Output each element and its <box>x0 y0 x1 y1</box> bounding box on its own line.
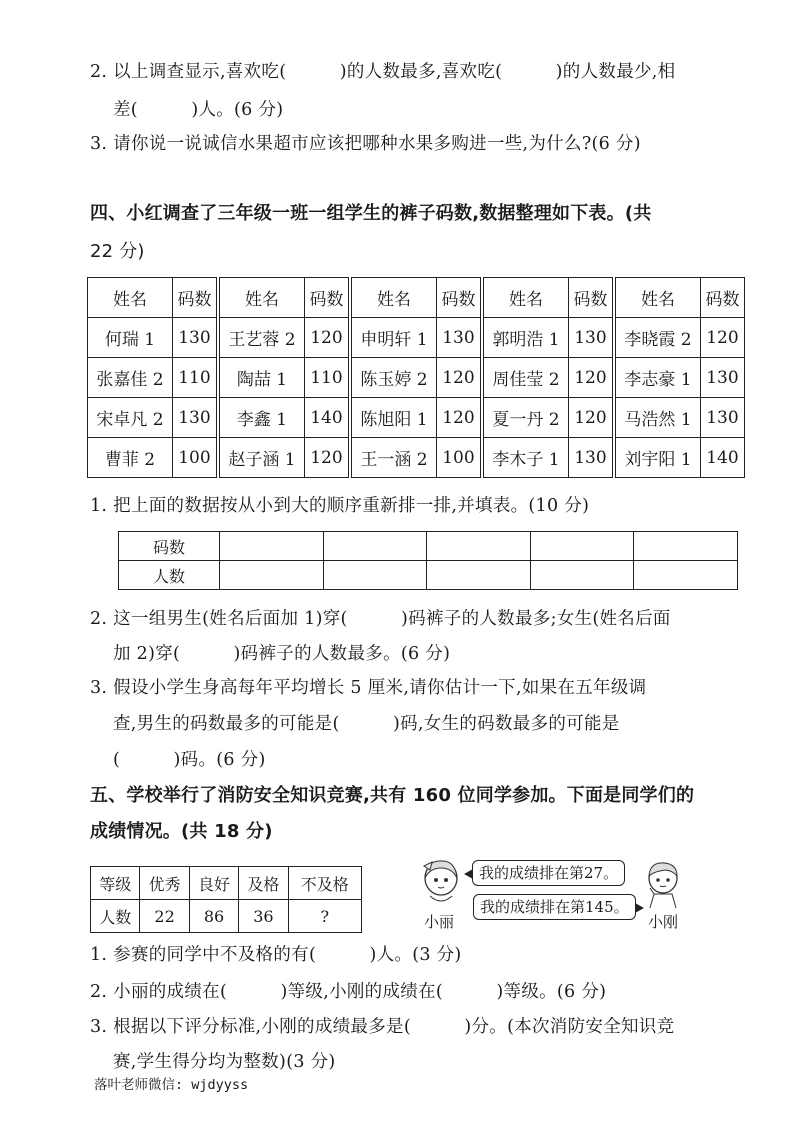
boy-name-label: 小刚 <box>648 913 679 931</box>
pants-size: 120 <box>568 358 614 398</box>
pants-size: 140 <box>700 438 744 478</box>
pants-size: 110 <box>172 358 218 398</box>
table-header-row <box>88 278 745 318</box>
fill-cell[interactable] <box>427 561 531 590</box>
pants-size: 130 <box>700 398 744 438</box>
fill-cell[interactable] <box>634 561 738 590</box>
student-name: 李鑫 1 <box>218 398 304 438</box>
header-size: 码数 <box>304 278 350 318</box>
fill-table-size-label: 码数 <box>119 532 220 561</box>
header-size: 码数 <box>436 278 482 318</box>
fill-in-table <box>118 531 738 590</box>
pants-size: 130 <box>700 358 744 398</box>
grade-count: 36 <box>239 900 288 933</box>
table-row <box>88 398 745 438</box>
watermark-footer: 落叶老师微信: wjdyyss <box>94 1077 249 1093</box>
pants-size: 120 <box>436 358 482 398</box>
student-name: 郭明浩 1 <box>482 318 568 358</box>
student-name: 李木子 1 <box>482 438 568 478</box>
pants-size: 130 <box>568 438 614 478</box>
header-size: 码数 <box>568 278 614 318</box>
header-name: 姓名 <box>218 278 304 318</box>
pants-size: 100 <box>172 438 218 478</box>
section-4-title-line2: 22 分) <box>90 241 145 262</box>
table-row <box>88 358 745 398</box>
grade-header: 不及格 <box>288 867 361 900</box>
header-name: 姓名 <box>350 278 436 318</box>
question-3-3: 3. 请你说一说诚信水果超市应该把哪种水果多购进一些,为什么?(6 分) <box>90 134 641 154</box>
student-name: 张嘉佳 2 <box>88 358 173 398</box>
fill-cell[interactable] <box>323 532 427 561</box>
fill-cell[interactable] <box>427 532 531 561</box>
grade-count: ? <box>288 900 361 933</box>
grade-header: 等级 <box>91 867 140 900</box>
grade-header: 优秀 <box>140 867 189 900</box>
header-name: 姓名 <box>482 278 568 318</box>
question-5-3-line1: 3. 根据以下评分标准,小刚的成绩最多是( )分。(本次消防安全知识竞 <box>90 1017 675 1037</box>
fill-cell[interactable] <box>634 532 738 561</box>
grade-table <box>90 866 362 933</box>
student-name: 王一涵 2 <box>350 438 436 478</box>
question-3-2-line1: 2. 以上调查显示,喜欢吃( )的人数最多,喜欢吃( )的人数最少,相 <box>90 62 676 82</box>
fill-table-count-label: 人数 <box>119 561 220 590</box>
section-5-title-line1: 五、学校举行了消防安全知识竞赛,共有 160 位同学参加。下面是同学们的 <box>90 785 695 806</box>
question-5-1: 1. 参赛的同学中不及格的有( )人。(3 分) <box>90 945 462 965</box>
student-name: 宋卓凡 2 <box>88 398 173 438</box>
question-4-2-line2: 加 2)穿( )码裤子的人数最多。(6 分) <box>113 644 451 664</box>
fill-cell[interactable] <box>530 532 634 561</box>
header-size: 码数 <box>700 278 744 318</box>
section-4-title-line1: 四、小红调查了三年级一班一组学生的裤子码数,数据整理如下表。(共 <box>90 203 652 224</box>
student-name: 赵子涵 1 <box>218 438 304 478</box>
pants-size: 120 <box>700 318 744 358</box>
pants-size: 100 <box>436 438 482 478</box>
pants-size: 130 <box>172 318 218 358</box>
question-4-3-line1: 3. 假设小学生身高每年平均增长 5 厘米,请你估计一下,如果在五年级调 <box>90 678 647 698</box>
question-4-3-line2: 查,男生的码数最多的可能是( )码,女生的码数最多的可能是 <box>113 714 620 734</box>
table-row <box>88 438 745 478</box>
student-name: 申明轩 1 <box>350 318 436 358</box>
boy-speech-bubble: 我的成绩排在第145。 <box>473 894 636 920</box>
student-name: 夏一丹 2 <box>482 398 568 438</box>
student-name: 李晓霞 2 <box>614 318 700 358</box>
student-name: 陈玉婷 2 <box>350 358 436 398</box>
student-name: 陶喆 1 <box>218 358 304 398</box>
pants-size: 120 <box>436 398 482 438</box>
pants-size-table <box>87 277 745 478</box>
student-name: 周佳莹 2 <box>482 358 568 398</box>
pants-size: 120 <box>568 398 614 438</box>
fill-cell[interactable] <box>530 561 634 590</box>
pants-size: 110 <box>304 358 350 398</box>
girl-character-icon <box>418 856 464 908</box>
question-4-3-line3: ( )码。(6 分) <box>113 750 266 770</box>
header-name: 姓名 <box>614 278 700 318</box>
pants-size: 130 <box>568 318 614 358</box>
grade-count: 86 <box>189 900 238 933</box>
pants-size: 120 <box>304 318 350 358</box>
student-name: 王艺蓉 2 <box>218 318 304 358</box>
girl-name-label: 小丽 <box>424 913 455 931</box>
table-row <box>88 318 745 358</box>
question-5-3-line2: 赛,学生得分均为整数)(3 分) <box>113 1052 336 1072</box>
fill-cell[interactable] <box>220 561 324 590</box>
grade-count: 人数 <box>91 900 140 933</box>
question-5-2: 2. 小丽的成绩在( )等级,小刚的成绩在( )等级。(6 分) <box>90 982 607 1002</box>
question-4-2-line1: 2. 这一组男生(姓名后面加 1)穿( )码裤子的人数最多;女生(姓名后面 <box>90 609 671 629</box>
student-name: 何瑞 1 <box>88 318 173 358</box>
girl-speech-bubble: 我的成绩排在第27。 <box>472 860 625 886</box>
question-4-1: 1. 把上面的数据按从小到大的顺序重新排一排,并填表。(10 分) <box>90 496 590 516</box>
grade-count: 22 <box>140 900 189 933</box>
grade-header: 良好 <box>189 867 238 900</box>
fill-cell[interactable] <box>220 532 324 561</box>
student-name: 刘宇阳 1 <box>614 438 700 478</box>
header-name: 姓名 <box>88 278 173 318</box>
pants-size: 120 <box>304 438 350 478</box>
question-3-2-line2: 差( )人。(6 分) <box>113 100 284 120</box>
header-size: 码数 <box>172 278 218 318</box>
student-name: 陈旭阳 1 <box>350 398 436 438</box>
grade-header: 及格 <box>239 867 288 900</box>
pants-size: 130 <box>436 318 482 358</box>
fill-cell[interactable] <box>323 561 427 590</box>
pants-size: 130 <box>172 398 218 438</box>
pants-size: 140 <box>304 398 350 438</box>
student-name: 李志豪 1 <box>614 358 700 398</box>
section-5-title-line2: 成绩情况。(共 18 分) <box>90 821 273 842</box>
boy-character-icon <box>640 858 686 910</box>
student-name: 马浩然 1 <box>614 398 700 438</box>
student-name: 曹菲 2 <box>88 438 173 478</box>
